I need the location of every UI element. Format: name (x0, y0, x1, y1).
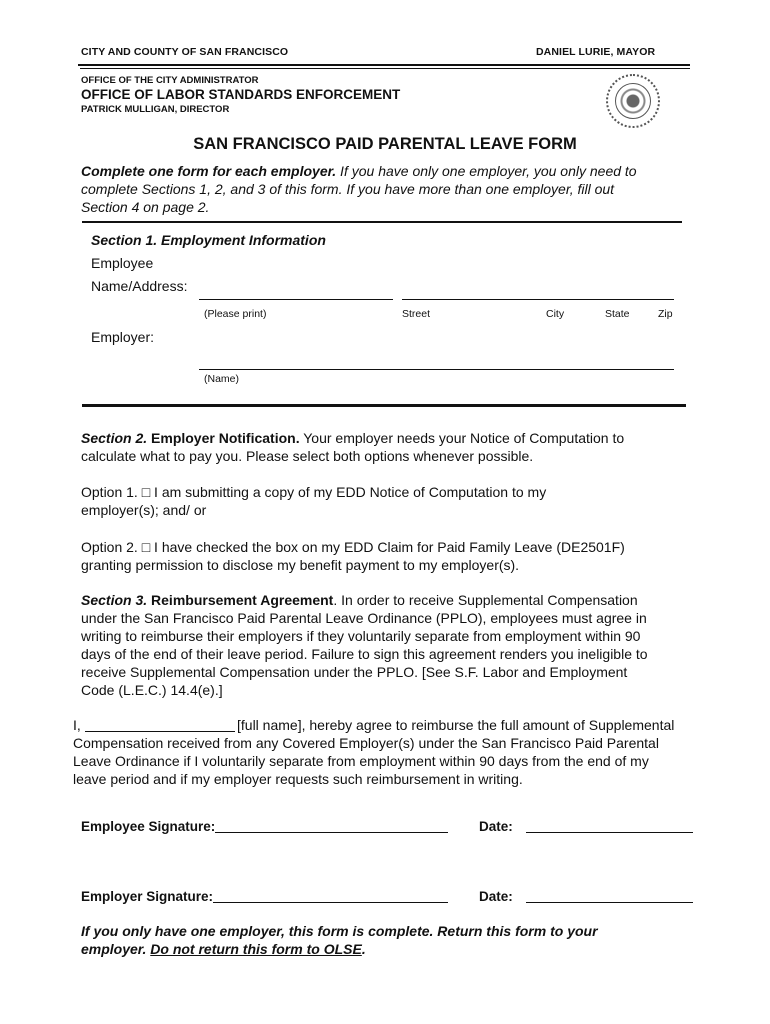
office-admin: OFFICE OF THE CITY ADMINISTRATOR (81, 75, 259, 86)
section1-bottom-rule (82, 404, 686, 407)
employer-signature-field[interactable] (213, 902, 448, 903)
office-labor: OFFICE OF LABOR STANDARDS ENFORCEMENT (81, 87, 401, 102)
employee-name-field[interactable] (199, 299, 393, 300)
city-hint: City (546, 308, 565, 320)
employee-address-field[interactable] (402, 299, 674, 300)
section2-title: Employer Notification. (147, 430, 300, 446)
footer-line2-a: employer. (81, 941, 151, 957)
street-hint: Street (402, 308, 431, 320)
option2-line1: Option 2. □ I have checked the box on my EDD Claim for Paid Family Leave (DE2501F) (81, 539, 625, 555)
section3-paragraph (81, 591, 741, 699)
agreement-line: Leave Ordinance if I voluntarily separate from employment within 90 days from the end of my (73, 753, 649, 769)
employee-signature-label: Employee Signature: (81, 819, 216, 834)
agreement-paragraph (73, 716, 763, 788)
header-rule-top (78, 64, 690, 66)
section3-title: Reimbursement Agreement (147, 592, 334, 608)
intro-line2: complete Sections 1, 2, and 3 of this form. If you have more than one employer, fill out (81, 181, 615, 197)
option1[interactable] (81, 483, 721, 519)
footer-note (81, 922, 721, 958)
employer-name-hint: (Name) (204, 373, 240, 385)
employee-date-field[interactable] (526, 832, 693, 833)
section1-heading: Section 1. Employment Information (91, 232, 326, 248)
please-print-hint: (Please print) (204, 308, 267, 320)
employee-date-label: Date: (479, 819, 513, 834)
section3-label: Section 3. (81, 592, 148, 608)
form-title: SAN FRANCISCO PAID PARENTAL LEAVE FORM (193, 135, 577, 153)
agreement-line: Compensation received from any Covered Employer(s) under the San Francisco Paid Parental (73, 735, 659, 751)
section3-line: writing to reimburse their employers if they voluntarily separate from employment within 90 (81, 628, 641, 644)
header-rule-thin (80, 68, 690, 69)
employee-signature-field[interactable] (215, 832, 448, 833)
section2-text1: Your employer needs your Notice of Computation to (299, 430, 625, 446)
agreement-suffix: [full name], hereby agree to reimburse the full amount of Supplemental (237, 717, 675, 733)
section3-line: under the San Francisco Paid Parental Leave Ordinance (PPLO), employees must agree in (81, 610, 647, 626)
employee-label-1: Employee (91, 255, 154, 271)
section3-line: Code (L.E.C.) 14.4(e).] (81, 682, 223, 698)
zip-hint: Zip (658, 308, 673, 320)
option1-line1: Option 1. □ I am submitting a copy of my EDD Notice of Computation to my (81, 484, 547, 500)
city-header: CITY AND COUNTY OF SAN FRANCISCO (81, 46, 289, 58)
city-seal-icon (606, 74, 660, 128)
option2-line2: granting permission to disclose my benefit payment to my employer(s). (81, 557, 520, 573)
agreement-prefix: I, (73, 717, 81, 733)
state-hint: State (605, 308, 630, 320)
agreement-line: leave period and if my employer requests such reimbursement in writing. (73, 771, 523, 787)
option1-line2: employer(s); and/ or (81, 502, 207, 518)
employer-name-field[interactable] (199, 369, 674, 370)
intro-line3: Section 4 on page 2. (81, 199, 210, 215)
director: PATRICK MULLIGAN, DIRECTOR (81, 104, 230, 115)
employer-label: Employer: (91, 329, 155, 345)
section2-paragraph (81, 429, 721, 465)
employee-label-2: Name/Address: (91, 278, 188, 294)
full-name-field[interactable] (85, 731, 235, 732)
footer-line1: If you only have one employer, this form is complete. Return this form to your (81, 923, 598, 939)
section3-text1: . In order to receive Supplemental Compensation (333, 592, 638, 608)
section3-line: receive Supplemental Compensation under the PPLO. [See S.F. Labor and Employment (81, 664, 628, 680)
mayor-header: DANIEL LURIE, MAYOR (536, 46, 656, 58)
employer-date-label: Date: (479, 889, 513, 904)
footer-line2-b: . (361, 941, 366, 957)
intro-paragraph (81, 162, 701, 216)
section3-line: days of the end of their leave period. Failure to sign this agreement renders you ineligible to (81, 646, 648, 662)
option2[interactable] (81, 538, 741, 574)
intro-bold: Complete one form for each employer. (81, 163, 337, 179)
employer-signature-label: Employer Signature: (81, 889, 214, 904)
footer-line2-underlined: Do not return this form to OLSE (150, 941, 362, 957)
section2-label: Section 2. (81, 430, 148, 446)
intro-line1: If you have only one employer, you only need to (336, 163, 637, 179)
section2-text2: calculate what to pay you. Please select both options whenever possible. (81, 448, 534, 464)
employer-date-field[interactable] (526, 902, 693, 903)
section1-top-rule (82, 221, 682, 223)
